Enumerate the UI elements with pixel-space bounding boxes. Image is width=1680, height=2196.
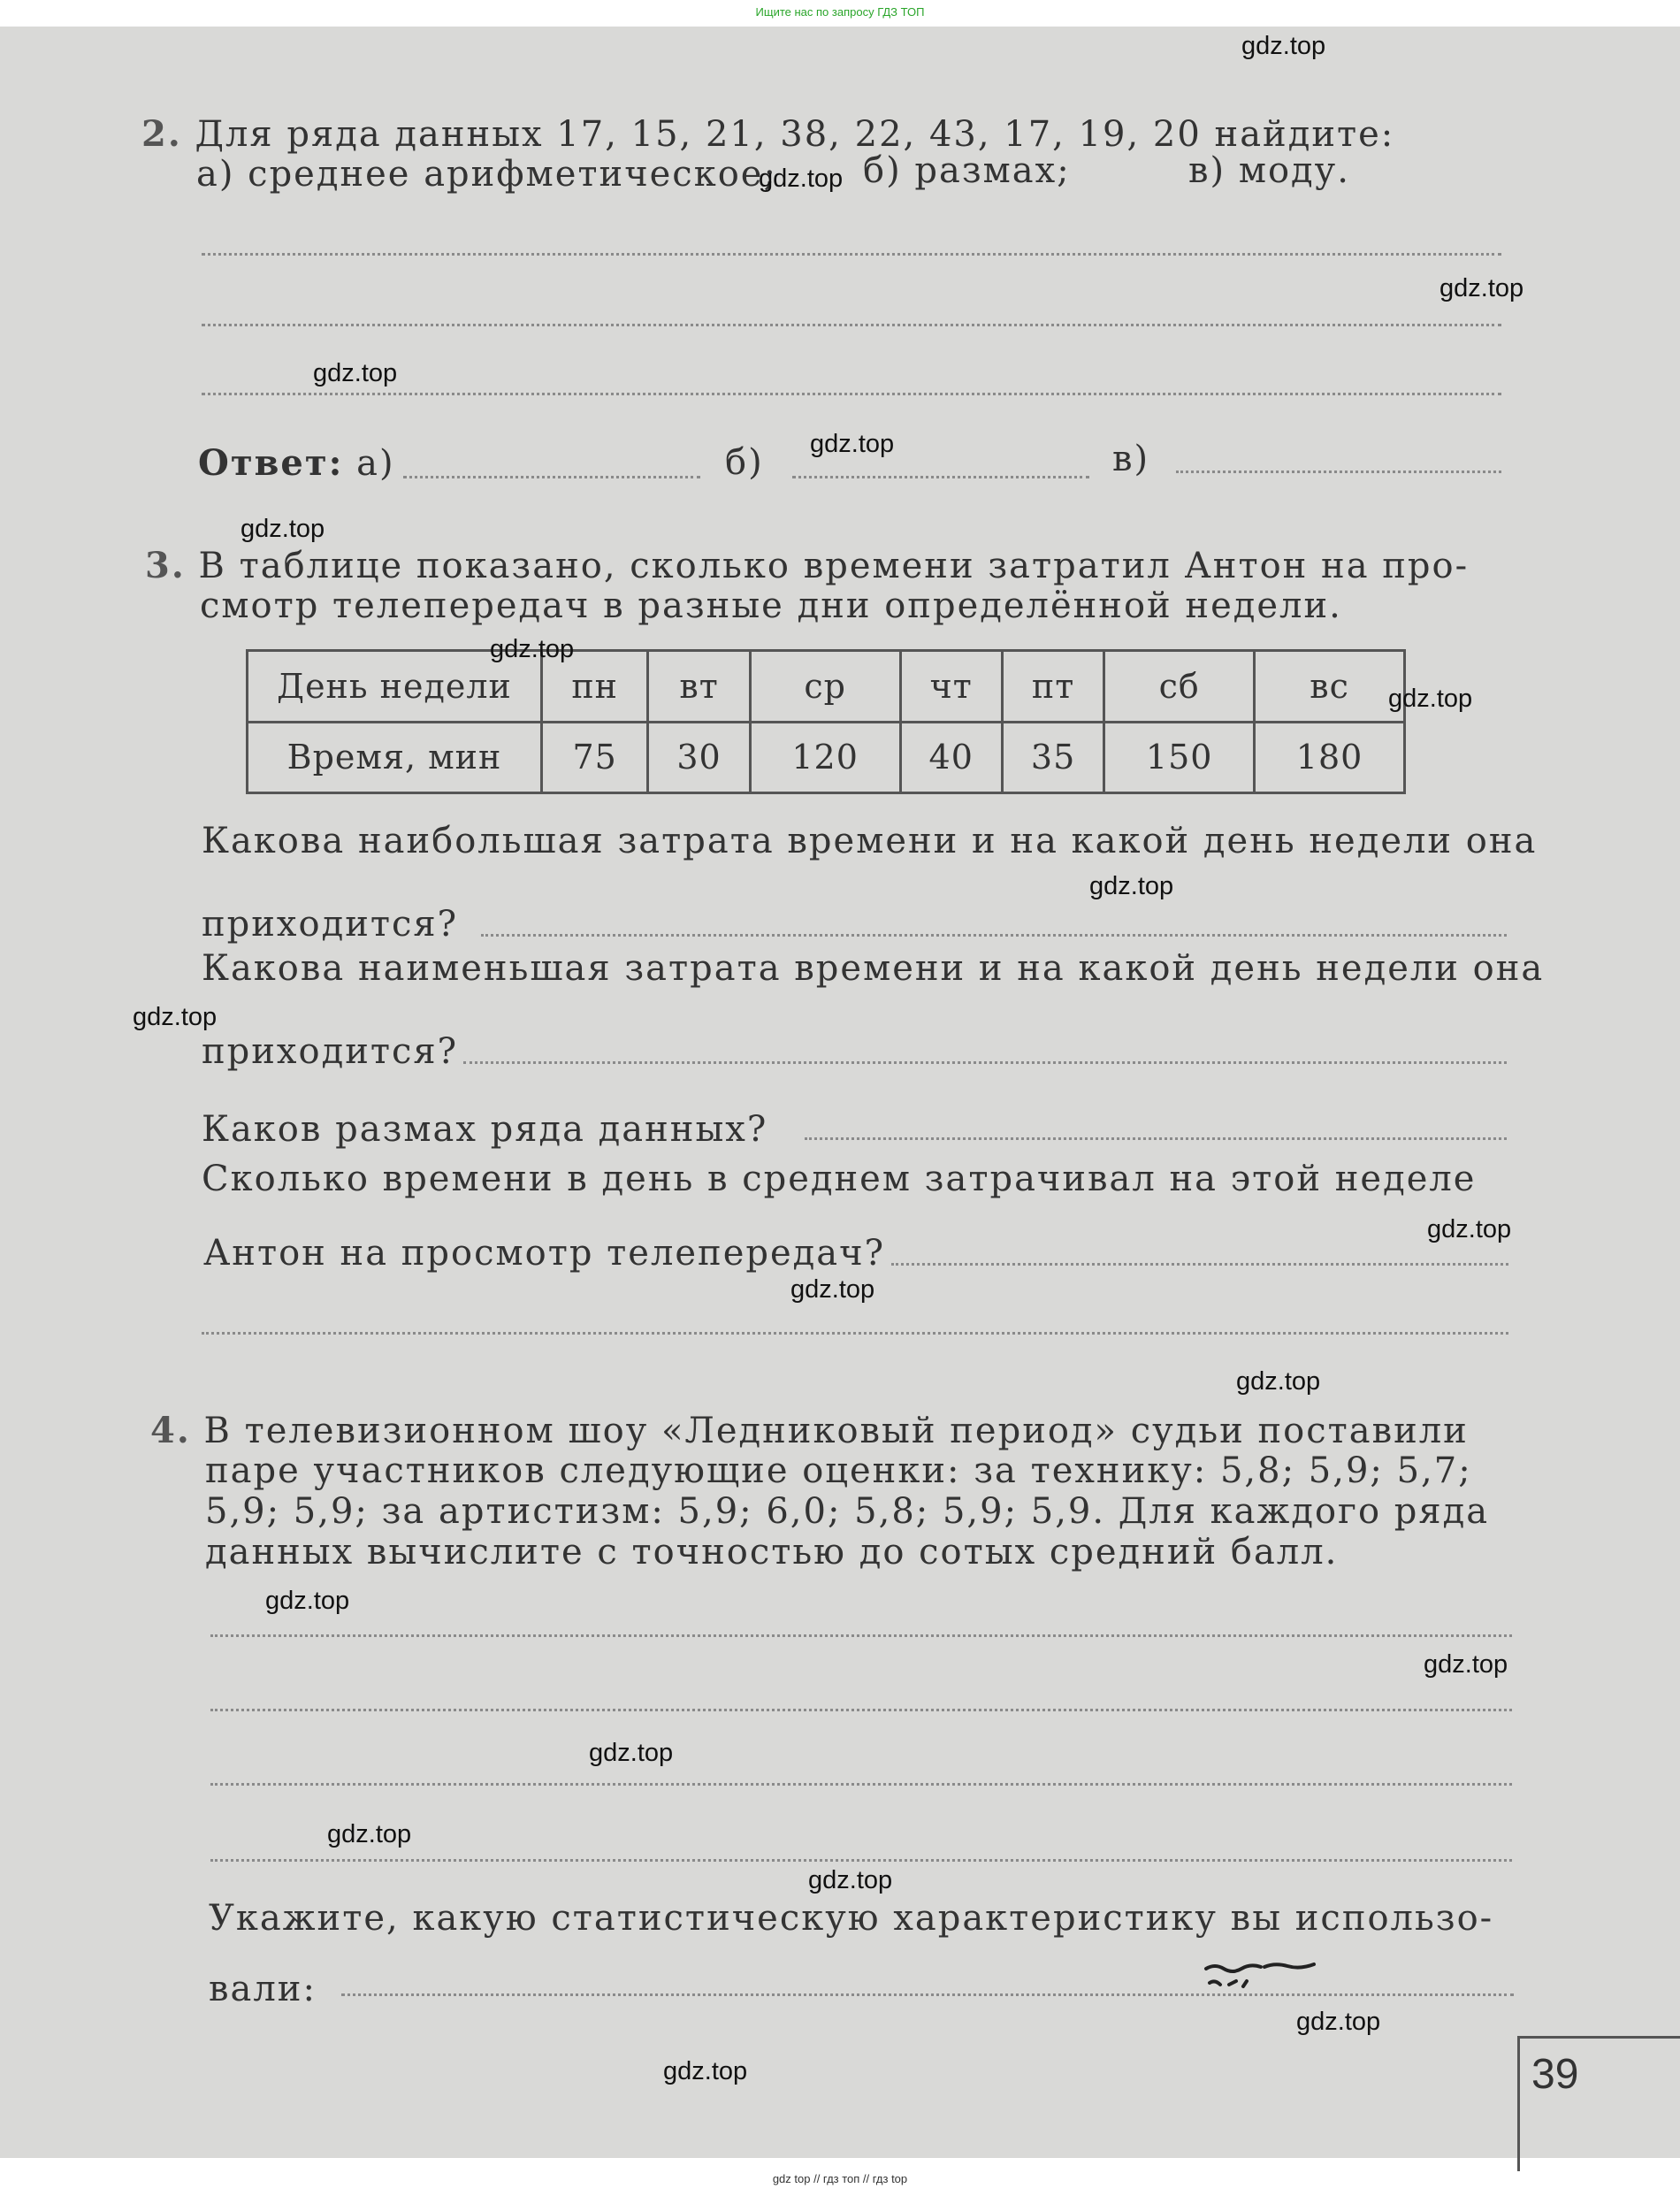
task4-answer-line-3[interactable] [210, 1783, 1512, 1786]
watermark: gdz.top [1424, 1650, 1508, 1679]
watermark: gdz.top [1089, 872, 1174, 900]
task2-answer-row [198, 442, 395, 484]
task4-answer-line-4[interactable] [210, 1859, 1512, 1862]
answer-a-field[interactable] [403, 476, 700, 478]
task2-option-a: а) среднее арифметическое; [196, 154, 777, 195]
task4-line2: паре участников следующие оценки: за технику: 5,8; 5,9; 5,7; [205, 1450, 1472, 1491]
watermark: gdz.top [663, 2057, 748, 2085]
watermark: gdz.top [759, 165, 844, 193]
table-cell-day: вс [1255, 651, 1405, 723]
task4-q-line1: Укажите, какую статистическую характеристику вы использо- [209, 1898, 1494, 1939]
task3-q1-answer-field[interactable] [481, 934, 1507, 937]
task3-q4-answer-line-2[interactable] [202, 1332, 1508, 1335]
table-row-minutes [248, 722, 1405, 793]
task4-text: В телевизионном шоу «Ледниковый период» судьи поставили [203, 1411, 1469, 1451]
task2-number: 2. [141, 113, 182, 155]
task3-line1 [145, 545, 1469, 586]
watermark: gdz.top [265, 1587, 350, 1615]
answer-b-label: б) [725, 442, 764, 483]
task3-q1-line1: Какова наибольшая затрата времени и на какой день недели она [202, 821, 1538, 861]
table-cell-day: пн [542, 651, 648, 723]
workbook-page [0, 27, 1680, 2158]
table-cell-minutes: 150 [1104, 722, 1255, 793]
task3-line2: смотр телепередач в разные дни определённой недели. [200, 585, 1342, 626]
watermark: gdz.top [327, 1820, 412, 1848]
header-search-link[interactable]: Ищите нас по запросу ГДЗ ТОП [755, 5, 925, 19]
task4-answer-line-1[interactable] [210, 1634, 1512, 1637]
tv-time-table [246, 649, 1406, 794]
task4-q-answer-field[interactable] [341, 1993, 1514, 1996]
answer-c-field[interactable] [1176, 471, 1501, 473]
watermark: gdz.top [1241, 32, 1326, 60]
table-cell-minutes: 120 [750, 722, 900, 793]
task4-line1 [150, 1410, 1469, 1451]
task2-answer-line-1[interactable] [202, 253, 1501, 256]
table-row-days [248, 651, 1405, 723]
task2-option-b: б) размах; [863, 150, 1071, 191]
table-header-time: Время, мин [248, 722, 542, 793]
task3-q2-answer-field[interactable] [463, 1061, 1507, 1064]
table-cell-day: вт [648, 651, 750, 723]
task3-q2-line1: Какова наименьшая затрата времени и на какой день недели она [202, 948, 1545, 989]
task3-text: В таблице показано, сколько времени затратил Антон на про- [198, 546, 1470, 586]
task2-text: Для ряда данных 17, 15, 21, 38, 22, 43, 17, 19, 20 найдите: [195, 114, 1395, 155]
task4-line3: 5,9; 5,9; за артистизм: 5,9; 6,0; 5,8; 5,9; 5,9. Для каждого ряда [205, 1491, 1490, 1532]
answer-c-label: в) [1112, 439, 1150, 479]
watermark: gdz.top [808, 1866, 893, 1894]
watermark: gdz.top [1427, 1215, 1512, 1243]
table-cell-minutes: 30 [648, 722, 750, 793]
table-cell-minutes: 75 [542, 722, 648, 793]
task4-line4: данных вычислите с точностью до сотых средний балл. [205, 1532, 1339, 1572]
table-cell-day: сб [1104, 651, 1255, 723]
answer-a-label: а) [356, 443, 395, 484]
table-cell-minutes: 180 [1255, 722, 1405, 793]
page-number: 39 [1531, 2051, 1579, 2098]
pencil-scribble-icon [1203, 1955, 1326, 1999]
footer-link[interactable]: gdz top // гдз топ // гдз top [772, 2172, 908, 2185]
answer-b-field[interactable] [792, 476, 1089, 478]
table-cell-minutes: 35 [1002, 722, 1103, 793]
watermark: gdz.top [790, 1275, 875, 1304]
task3-q2-line2: приходится? [202, 1031, 459, 1072]
answer-label: Ответ: [198, 442, 344, 484]
task3-q4-answer-field[interactable] [891, 1263, 1508, 1266]
task2-option-c: в) моду. [1188, 150, 1350, 191]
task3-q4-line2: Антон на просмотр телепередач? [203, 1233, 886, 1274]
watermark: gdz.top [133, 1003, 218, 1031]
task2-answer-line-3[interactable] [202, 393, 1501, 395]
task3-q1-line2: приходится? [202, 904, 459, 945]
watermark: gdz.top [1439, 274, 1524, 302]
task3-q3: Каков размах ряда данных? [202, 1109, 768, 1150]
watermark: gdz.top [589, 1739, 674, 1767]
watermark: gdz.top [1236, 1367, 1321, 1396]
table-cell-day: пт [1002, 651, 1103, 723]
task3-number: 3. [145, 545, 186, 586]
table-cell-minutes: 40 [900, 722, 1002, 793]
task3-q3-answer-field[interactable] [805, 1137, 1507, 1140]
watermark: gdz.top [1296, 2008, 1381, 2036]
watermark: gdz.top [490, 635, 575, 663]
task2-answer-line-2[interactable] [202, 324, 1501, 326]
task2-line1 [141, 113, 1394, 155]
task4-q-line2: вали: [209, 1969, 317, 2009]
task4-number: 4. [150, 1410, 191, 1451]
watermark: gdz.top [1388, 685, 1473, 713]
task4-answer-line-2[interactable] [210, 1709, 1512, 1711]
watermark: gdz.top [241, 515, 325, 543]
table-cell-day: чт [900, 651, 1002, 723]
task3-q4-line1: Сколько времени в день в среднем затрачивал на этой неделе [202, 1159, 1477, 1199]
watermark: gdz.top [810, 430, 895, 458]
watermark: gdz.top [313, 359, 398, 387]
table-cell-day: ср [750, 651, 900, 723]
table-header-day: День недели [248, 651, 542, 723]
